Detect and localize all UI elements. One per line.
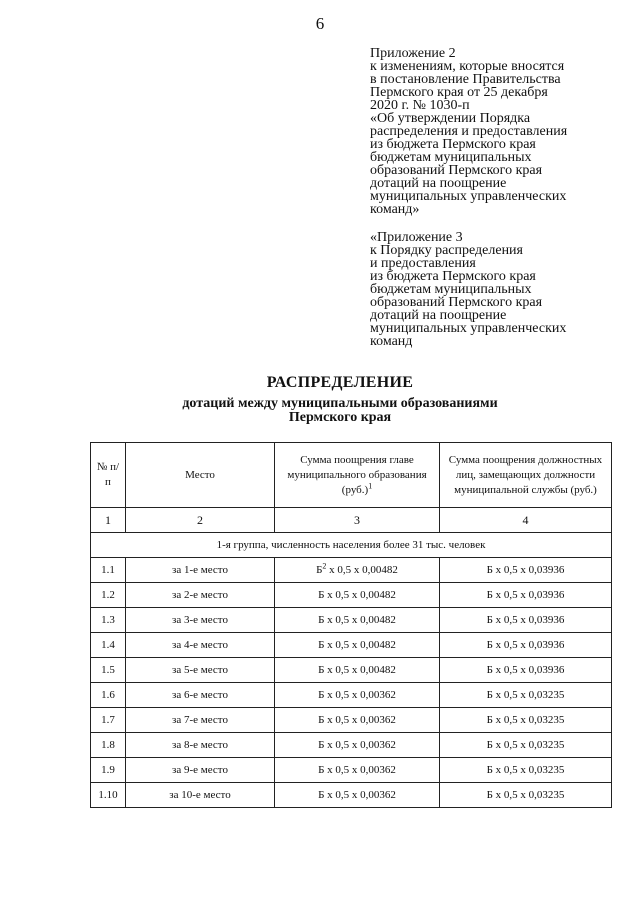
table-header-row	[91, 443, 612, 508]
row-staff-formula: Б х 0,5 х 0,03936	[440, 658, 612, 683]
row-number: 1.2	[91, 583, 126, 608]
header-staff-amount: Сумма поощрения должностных лиц, замещающих должности муниципальной службы (руб.)	[440, 443, 612, 508]
table-row	[91, 633, 612, 658]
row-number: 1.7	[91, 708, 126, 733]
document-subtitle	[0, 397, 640, 425]
column-number-row	[91, 508, 612, 533]
appendix-3-line: «Приложение 3	[370, 230, 463, 245]
appendix-2-line: Пермского края от 25 декабря	[370, 85, 548, 100]
header-head-amount-text: Сумма поощрения главе муниципального образования (руб.)	[287, 453, 427, 496]
row-head-formula	[275, 708, 440, 733]
formula-rest: Б х 0,5 х 0,00362	[318, 764, 396, 776]
appendix-3-line: муниципальных управленческих	[370, 321, 567, 336]
column-number: 2	[126, 508, 275, 533]
appendix-2-line: из бюджета Пермского края	[370, 137, 536, 152]
row-place: за 4-е место	[126, 633, 275, 658]
appendix-3-block	[370, 231, 620, 348]
row-number: 1.4	[91, 633, 126, 658]
row-place: за 9-е место	[126, 758, 275, 783]
row-head-formula	[275, 758, 440, 783]
appendix-2-line: «Об утверждении Порядка	[370, 111, 531, 126]
row-staff-formula: Б х 0,5 х 0,03235	[440, 783, 612, 808]
row-place: за 6-е место	[126, 683, 275, 708]
appendix-2-line: команд»	[370, 202, 420, 217]
appendix-2-line: Приложение 2	[370, 46, 456, 61]
appendix-2-line: муниципальных управленческих	[370, 189, 567, 204]
row-staff-formula: Б х 0,5 х 0,03235	[440, 733, 612, 758]
appendix-2-line: 2020 г. № 1030-п	[370, 98, 470, 113]
row-number: 1.9	[91, 758, 126, 783]
table-row	[91, 558, 612, 583]
row-number: 1.5	[91, 658, 126, 683]
formula-rest: Б х 0,5 х 0,00362	[318, 789, 396, 801]
row-place: за 10-е место	[126, 783, 275, 808]
subtitle-line-1: дотаций между муниципальными образованиями	[182, 396, 498, 411]
table-row	[91, 783, 612, 808]
row-staff-formula: Б х 0,5 х 0,03235	[440, 683, 612, 708]
appendix-2-line: бюджетам муниципальных	[370, 150, 532, 165]
row-head-formula	[275, 733, 440, 758]
page-number: 6	[315, 14, 325, 33]
row-place: за 7-е место	[126, 708, 275, 733]
table-row	[91, 733, 612, 758]
appendix-2-line: к изменениям, которые вносятся	[370, 59, 565, 74]
row-staff-formula: Б х 0,5 х 0,03936	[440, 583, 612, 608]
row-head-formula	[275, 633, 440, 658]
row-number: 1.8	[91, 733, 126, 758]
row-place: за 3-е место	[126, 608, 275, 633]
header-place: Место	[126, 443, 275, 508]
footnote-mark: 1	[368, 480, 373, 490]
formula-base: Б	[316, 564, 323, 576]
formula-rest: Б х 0,5 х 0,00362	[318, 689, 396, 701]
appendix-3-line: бюджетам муниципальных	[370, 282, 532, 297]
table-row	[91, 583, 612, 608]
column-number: 4	[440, 508, 612, 533]
formula-rest: Б х 0,5 х 0,00362	[318, 739, 396, 751]
table-row	[91, 758, 612, 783]
formula-rest: х 0,5 х 0,00482	[326, 564, 398, 576]
row-staff-formula: Б х 0,5 х 0,03936	[440, 608, 612, 633]
appendix-3-line: образований Пермского края	[370, 295, 543, 310]
row-staff-formula: Б х 0,5 х 0,03235	[440, 708, 612, 733]
row-place: за 1-е место	[126, 558, 275, 583]
formula-rest: Б х 0,5 х 0,00362	[318, 714, 396, 726]
header-head-amount	[275, 443, 440, 508]
row-place: за 2-е место	[126, 583, 275, 608]
column-number: 3	[275, 508, 440, 533]
appendix-3-line: команд	[370, 334, 413, 349]
row-number: 1.3	[91, 608, 126, 633]
row-number: 1.6	[91, 683, 126, 708]
distribution-table	[90, 442, 612, 808]
table-row	[91, 708, 612, 733]
appendix-2-line: в постановление Правительства	[370, 72, 561, 87]
column-number: 1	[91, 508, 126, 533]
row-number: 1.10	[91, 783, 126, 808]
appendix-2-block	[370, 47, 620, 216]
row-head-formula	[275, 608, 440, 633]
row-head-formula	[275, 658, 440, 683]
formula-rest: Б х 0,5 х 0,00482	[318, 639, 396, 651]
footnote-mark: 2	[322, 561, 327, 571]
table-row	[91, 683, 612, 708]
row-place: за 5-е место	[126, 658, 275, 683]
formula-rest: Б х 0,5 х 0,00482	[318, 589, 396, 601]
table-row	[91, 608, 612, 633]
group-row	[91, 533, 612, 558]
formula-rest: Б х 0,5 х 0,00482	[318, 664, 396, 676]
document-title: РАСПРЕДЕЛЕНИЕ	[266, 374, 414, 391]
row-head-formula	[275, 558, 440, 583]
appendix-2-line: распределения и предоставления	[370, 124, 568, 139]
table-row	[91, 658, 612, 683]
group-label: 1-я группа, численность населения более 31 тыс. человек	[91, 533, 612, 558]
appendix-2-line: образований Пермского края	[370, 163, 543, 178]
row-place: за 8-е место	[126, 733, 275, 758]
appendix-3-line: из бюджета Пермского края	[370, 269, 536, 284]
row-head-formula	[275, 683, 440, 708]
header-number: № п/п	[91, 443, 126, 508]
subtitle-line-2: Пермского края	[288, 410, 392, 425]
appendix-3-line: к Порядку распределения	[370, 243, 523, 258]
row-staff-formula: Б х 0,5 х 0,03936	[440, 633, 612, 658]
appendix-2-line: дотаций на поощрение	[370, 176, 507, 191]
row-staff-formula: Б х 0,5 х 0,03235	[440, 758, 612, 783]
row-number: 1.1	[91, 558, 126, 583]
appendix-3-line: дотаций на поощрение	[370, 308, 507, 323]
row-head-formula	[275, 783, 440, 808]
formula-rest: Б х 0,5 х 0,00482	[318, 614, 396, 626]
row-staff-formula: Б х 0,5 х 0,03936	[440, 558, 612, 583]
row-head-formula	[275, 583, 440, 608]
appendix-3-line: и предоставления	[370, 256, 476, 271]
